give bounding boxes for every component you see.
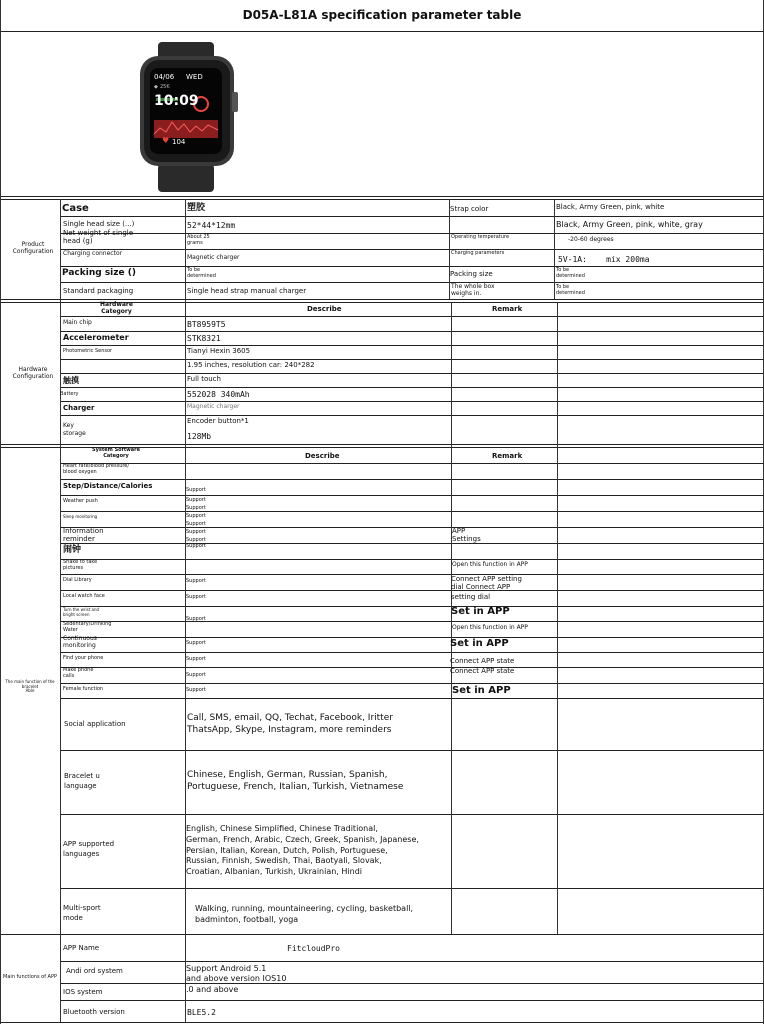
operating-temp-label: Operating temperature xyxy=(451,234,510,240)
multi-sport-label: Multi-sport mode xyxy=(63,904,101,922)
software-row-remark: setting dial xyxy=(451,593,491,601)
software-row-remark: Connect APP state xyxy=(450,667,515,675)
social-app-label: Social application xyxy=(64,720,126,728)
hardware-row-value: Magnetic charger xyxy=(187,403,240,410)
app-name-label: APP Name xyxy=(63,944,100,952)
software-row-remark: Open this function in APP xyxy=(452,624,528,631)
software-row-label: Find your phone xyxy=(63,655,104,661)
charging-params-label: Charging parameters xyxy=(451,250,505,256)
strap-color-value: Black, Army Green, pink, white xyxy=(556,203,665,211)
software-row-label: Sedentary/Drinking Water xyxy=(63,621,112,633)
bluetooth-label: Bluetooth version xyxy=(63,1008,125,1016)
app-language-value: English, Chinese Simplified, Chinese Traditional, German, French, Arabic, Czech, Greek, Spanish, Japanese, Persian, Italian, Korean, Dutch, Polish, Portuguese, Russian, Finnish, Swedish, Thai, Baotyali, Slovak, Croatian, Albanian, Turkish, Ukrainian, Hindi xyxy=(186,824,419,877)
hardware-row-label: storage xyxy=(63,430,86,437)
hardware-row-label: Photometric Sensor xyxy=(63,348,113,354)
ios-label: IOS system xyxy=(63,988,103,996)
watch-steps: 25K xyxy=(160,84,170,90)
size-label: Single head size (...) xyxy=(63,220,135,228)
software-row-remark: Connect APP state xyxy=(450,657,515,665)
packing-size-label: Packing size () xyxy=(62,268,136,278)
software-row-label: Local watch face xyxy=(63,593,105,599)
software-row-label: Step/Distance/Calories xyxy=(63,482,153,490)
multi-sport-value: Walking, running, mountaineering, cycling, basketball, badminton, football, yoga xyxy=(195,904,414,924)
hardware-row-label: Accelerometer xyxy=(63,333,129,342)
heart-icon: ♥ xyxy=(162,136,170,145)
software-row-value: Support xyxy=(186,672,206,678)
software-row-label: Female function xyxy=(63,686,104,692)
product-section-label: Product Configuration xyxy=(12,241,54,255)
packing-size-value: To be determined xyxy=(187,267,216,279)
operating-temp-value: -20-60 degrees xyxy=(568,236,614,243)
hardware-describe-header: Describe xyxy=(307,305,342,313)
box-weight-label: The whole box weighs in. xyxy=(451,283,495,297)
strap-color-label: Strap color xyxy=(450,205,489,213)
case-value: 塑胶 xyxy=(187,203,206,213)
hardware-row-label: 触摸 xyxy=(63,376,79,385)
android-value: Support Android 5.1 and above version IOS10 .0 and above xyxy=(186,964,287,994)
app-name-value: FitcloudPro xyxy=(287,944,340,953)
box-weight-value: To be determined xyxy=(556,284,585,296)
hardware-row-label: Key xyxy=(63,422,74,429)
bracelet-language-value: Chinese, English, German, Russian, Spanish, Portuguese, French, Italian, Turkish, Vietnamese xyxy=(187,770,404,792)
hardware-row-label: Main chip xyxy=(63,319,92,326)
software-row-label: Continuous monitoring xyxy=(63,635,97,649)
software-row-label: Weather push xyxy=(63,498,98,504)
smartwatch-product-image xyxy=(128,42,248,192)
charging-connector-value: Magnetic charger xyxy=(187,254,240,261)
strap-color-value-2: Black, Army Green, pink, white, gray xyxy=(556,220,703,229)
app-section-label: Main functions of APP xyxy=(3,974,58,980)
software-describe-header: Describe xyxy=(305,452,340,460)
software-row-value: Support xyxy=(186,487,206,493)
hardware-section-label: Hardware Configuration xyxy=(12,366,54,380)
size-value: 52*44*12mm xyxy=(187,221,236,230)
hardware-remark-header: Remark xyxy=(492,305,523,313)
steps-icon: ◆ xyxy=(154,84,158,90)
software-row-value: Support xyxy=(186,543,206,549)
software-row-remark: Connect APP setting dial Connect APP xyxy=(451,575,522,592)
software-row-value: Support Support xyxy=(186,513,206,527)
software-row-label: 闹钟 xyxy=(63,545,82,555)
hardware-row-value: 128Mb xyxy=(187,432,212,441)
software-row-value: Support xyxy=(186,594,206,600)
hardware-row-value: Tianyi Hexin 3605 xyxy=(187,347,251,355)
software-row-label: Heart rate/blood pressure/ blood oxygen xyxy=(63,463,130,475)
software-row-label: Shake to take pictures xyxy=(63,559,98,571)
watch-time: 10:09 xyxy=(154,93,199,109)
social-app-value: Call, SMS, email, QQ, Techat, Facebook, Iritter ThatsApp, Skype, Instagram, more reminders xyxy=(187,713,393,735)
hardware-row-value: STK8321 xyxy=(187,334,221,343)
charging-params-value: 5V-1A: mix 200ma xyxy=(558,255,650,264)
case-label: Case xyxy=(62,203,89,214)
hardware-row-value: BT8959T5 xyxy=(187,320,226,329)
software-row-value: Support xyxy=(186,640,206,646)
software-category-header: System Software Category xyxy=(92,447,141,459)
app-language-label: APP supported languages xyxy=(63,840,115,858)
software-row-remark: Set in APP xyxy=(450,638,509,649)
hardware-row-value: 552028 340mAh xyxy=(187,390,250,399)
software-row-remark: Open this function in APP xyxy=(452,561,528,568)
software-row-value: Support xyxy=(186,656,206,662)
packing-size-value-2: To be determined xyxy=(556,267,585,279)
software-row-remark: APP Settings xyxy=(452,527,481,544)
hardware-row-value: Full touch xyxy=(187,375,221,383)
hardware-row-label: Charger xyxy=(63,404,95,412)
bracelet-language-label: Bracelet u language xyxy=(64,772,100,790)
charging-connector-label: Charging connector xyxy=(63,250,123,257)
weight-label: Net weight of single head (g) xyxy=(63,229,134,246)
packing-size-label-2: Packing size xyxy=(450,270,493,278)
android-label: Andi ord system xyxy=(66,967,123,975)
weight-value: About 25 grams xyxy=(187,234,210,246)
software-row-label: Information reminder xyxy=(63,527,104,544)
standard-packaging-value: Single head strap manual charger xyxy=(187,287,307,295)
software-row-label: Turn the wrist and bright screen xyxy=(63,607,100,617)
page-title: D05A-L81A specification parameter table xyxy=(242,8,522,22)
hardware-row-value: 1.95 inches, resolution car: 240*282 xyxy=(187,361,315,369)
software-row-value: Support xyxy=(186,616,206,622)
software-row-value: Support Support xyxy=(186,529,206,543)
software-row-remark: Set in APP xyxy=(452,685,511,696)
software-remark-header: Remark xyxy=(492,452,523,460)
hardware-category-header: Hardware Category xyxy=(100,301,133,315)
software-row-label: Sleep monitoring xyxy=(63,514,98,519)
watch-day: WED xyxy=(186,73,203,81)
software-row-value: Support xyxy=(186,578,206,584)
hardware-row-value: Encoder button*1 xyxy=(187,417,249,425)
watch-heart-rate: 104 xyxy=(172,138,186,146)
standard-packaging-label: Standard packaging xyxy=(63,287,134,295)
software-row-value: Support xyxy=(186,687,206,693)
watch-date: 04/06 xyxy=(154,73,175,81)
software-section-label: The main function of the bracelet Able xyxy=(5,679,55,694)
software-row-remark: Set in APP xyxy=(451,606,510,617)
bluetooth-value: BLE5.2 xyxy=(187,1008,216,1017)
hardware-row-label: Battery xyxy=(60,391,79,397)
software-row-value: Support Support xyxy=(186,497,206,511)
software-row-label: Dial Library xyxy=(63,577,92,583)
software-row-label: Make phone calls xyxy=(63,667,94,679)
